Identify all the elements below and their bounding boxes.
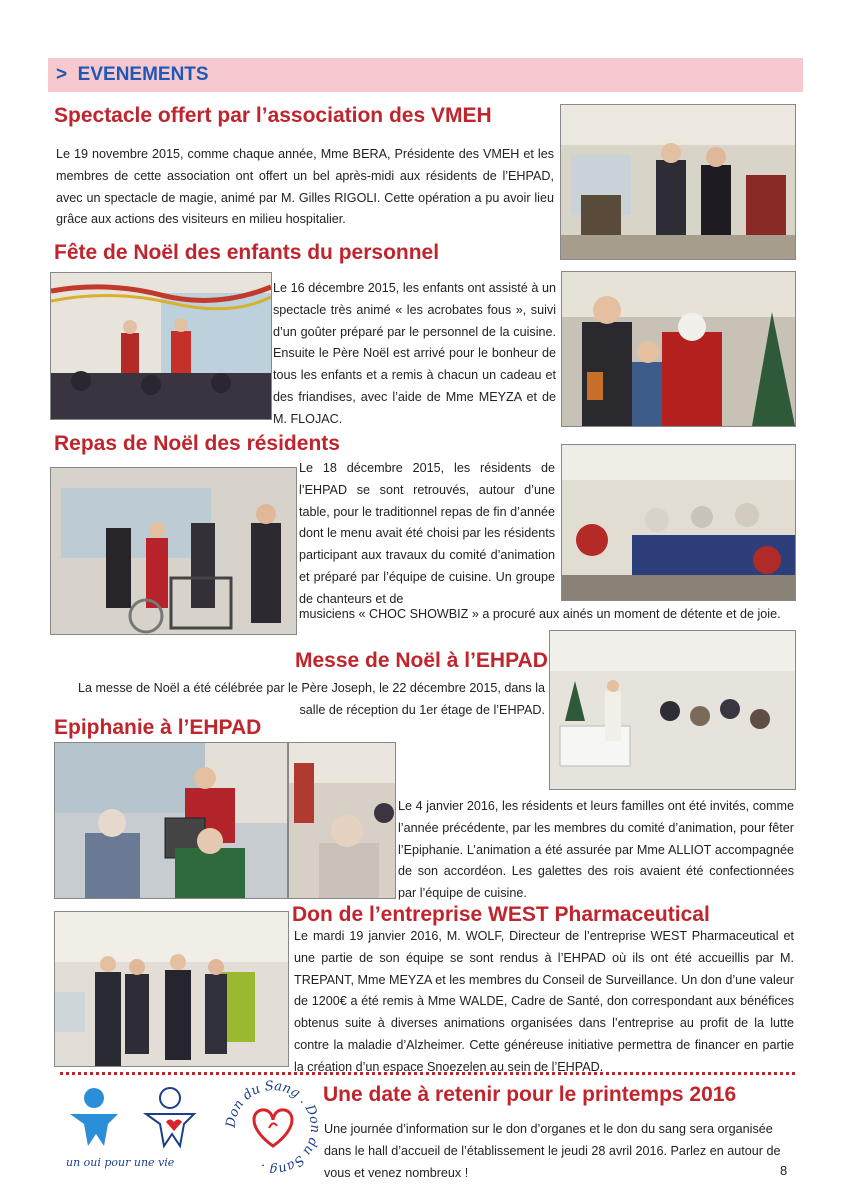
photo-magic-show: [560, 104, 796, 260]
article-title-printemps: Une date à retenir pour le printemps 2016: [323, 1083, 737, 1106]
photo-singers: [50, 467, 297, 635]
article-body-printemps: Une journée d’information sur le don d’organes et le don du sang sera organisée dans le hall d’accueil de l’établissement le jeudi 28 avril 2016. Parlez en autour de vous et venez nombreux !: [324, 1122, 781, 1180]
photo-galette: [288, 742, 396, 899]
article-body-repas: Le 18 décembre 2015, les résidents de l’EHPAD se sont retrouvés, autour d’une table, pour le traditionnel repas de fin d’année dont le menu avait été choisi par les résidents participant aux travaux du comité d’animation et préparé par l’équipe de cuisine. Un groupe de chanteurs et de: [299, 461, 555, 606]
don-organes-logo: [62, 1084, 212, 1154]
don-organes-tagline: un oui pour une vie: [66, 1156, 175, 1169]
article-title-messe: Messe de Noël à l’EHPAD: [295, 649, 548, 672]
article-body-vmeh: Le 19 novembre 2015, comme chaque année, Mme BERA, Présidente des VMEH et les membres de cette association ont offert un bel après-midi aux résidents de l’EHPAD, avec un spectacle de magie, animé par M. Gilles RIGOLI. Cette opération a pu avoir lieu grâce aux actions des visiteurs en milieu hospitalier.: [56, 147, 554, 227]
article-title-repas: Repas de Noël des résidents: [54, 432, 340, 455]
photo-acrobats: [50, 272, 272, 420]
don-du-sang-logo: [225, 1080, 321, 1176]
article-body-epiphanie: Le 4 janvier 2016, les résidents et leurs familles ont été invités, comme l’année précédente, par les membres du comité d’animation, pour fêter l’Epiphanie. L’animation a été assurée par Mme ALLIOT accompagnée de son accordéon. Les galettes des rois avaient été confectionnées par l’équipe de cuisine.: [398, 799, 794, 901]
article-body-repas-end: musiciens « CHOC SHOWBIZ » a procuré aux ainés un moment de détente et de joie.: [299, 607, 781, 621]
photo-mass: [549, 630, 796, 790]
page-number: 8: [780, 1163, 788, 1178]
dotted-divider: [60, 1072, 795, 1075]
article-title-noel-enfants: Fête de Noël des enfants du personnel: [54, 241, 440, 264]
article-body-messe: La messe de Noël a été célébrée par le Père Joseph, le 22 décembre 2015, dans la salle de réception du 1er étage de l’EHPAD.: [78, 681, 545, 717]
photo-west-donation: [54, 911, 289, 1067]
photo-christmas-meal: [561, 444, 796, 601]
svg-text:Don du Sang . Don du Sang .: [225, 1080, 321, 1176]
section-title: > EVENEMENTS: [56, 64, 209, 85]
article-title-west: Don de l’entreprise WEST Pharmaceutical: [292, 903, 710, 926]
photo-accordion: [54, 742, 288, 899]
article-title-vmeh: Spectacle offert par l’association des VMEH: [54, 104, 492, 127]
article-body-noel-enfants: Le 16 décembre 2015, les enfants ont assisté à un spectacle très animé « les acrobates fous », suivi d’un goûter préparé par le personnel de la cuisine. Ensuite le Père Noël est arrivé pour le bonheur de tous les enfants et a remis à chacun un cadeau et des friandises, avec l’aide de Mme MEYZA et de M. FLOJAC.: [273, 281, 556, 426]
article-title-epiphanie: Epiphanie à l’EHPAD: [54, 716, 262, 739]
section-banner: [48, 58, 803, 92]
article-body-west: Le mardi 19 janvier 2016, M. WOLF, Directeur de l’entreprise WEST Pharmaceutical et une partie de son équipe se sont rendus à l’EHPAD où ils ont été accueillis par M. TREPANT, Mme MEYZA et les membres du Conseil de Surveillance. Un don d’une valeur de 1200€ a été remis à Mme WALDE, Cadre de Santé, don correspondant aux bénéfices obtenus suite à diverses animations organisées dans l’entreprise au profit de la lutte contre la maladie d’Alzheimer. Cette généreuse initiative permettra de financer en partie la création d’un espace Snoezelen au sein de l’EHPAD.: [294, 929, 794, 1074]
don-du-sang-ring-text: Don du Sang . Don du Sang .: [225, 1080, 321, 1176]
photo-santa: [561, 271, 796, 427]
